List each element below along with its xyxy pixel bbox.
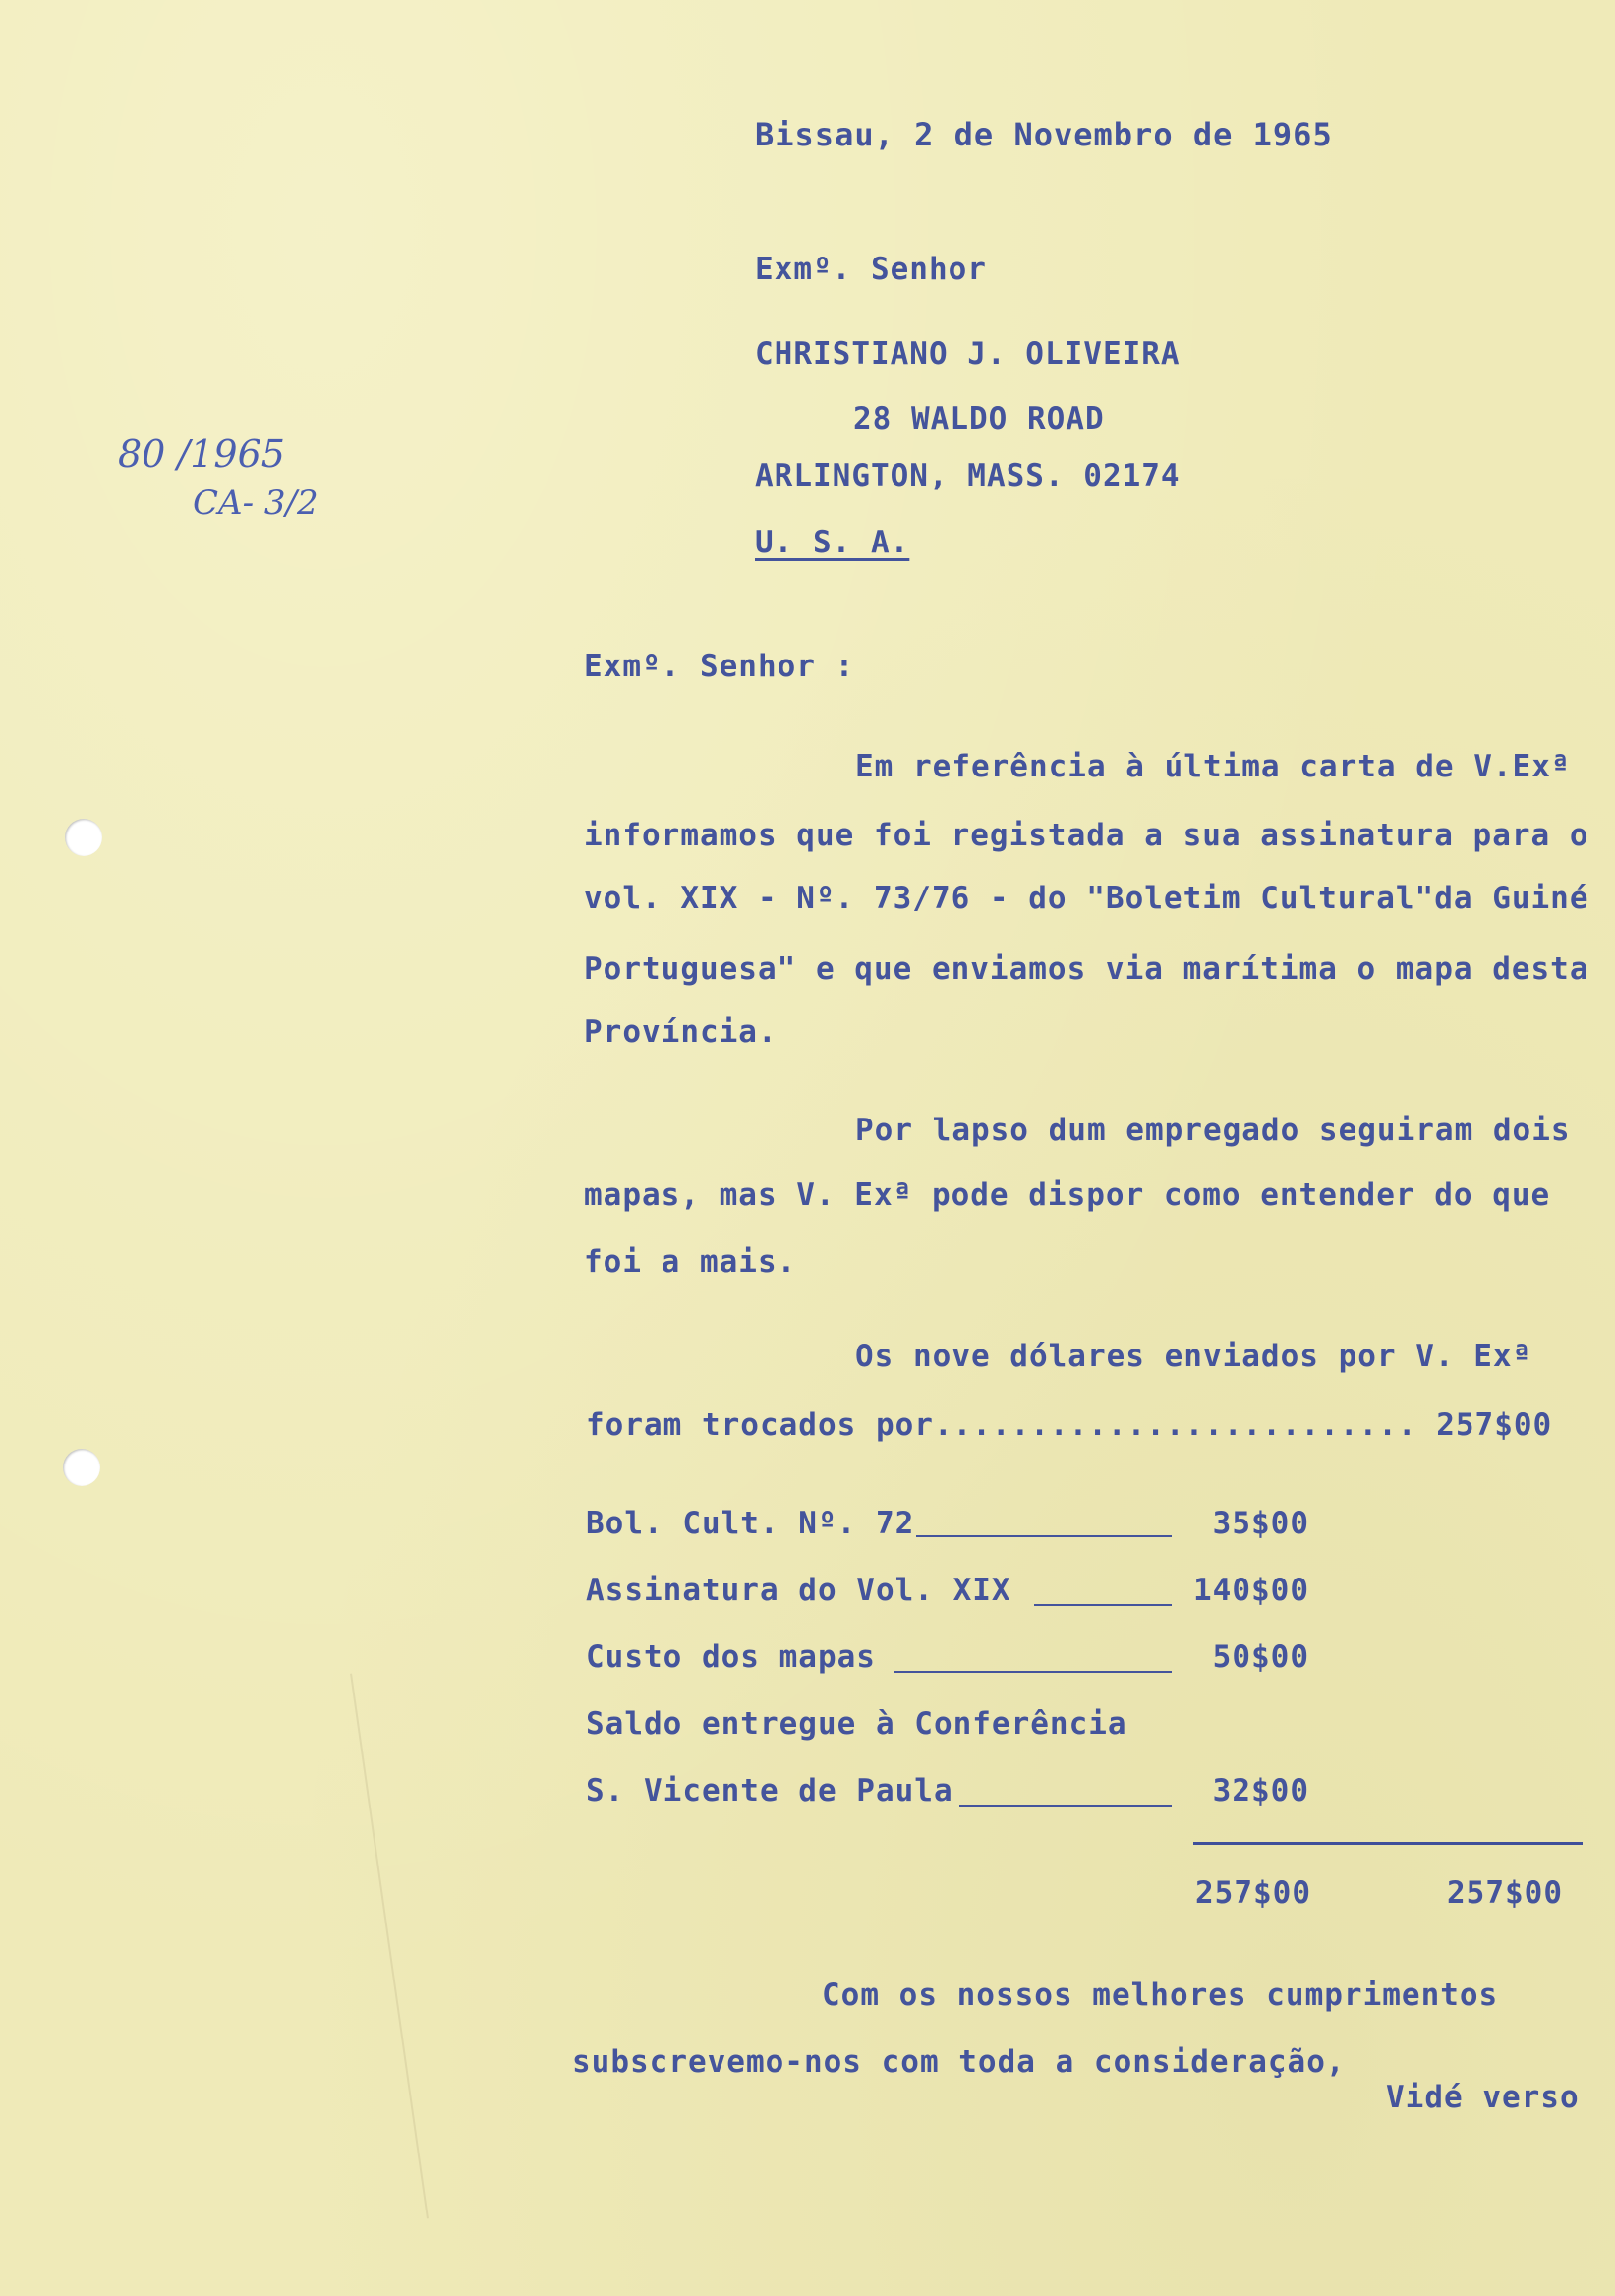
paragraph3-line: foram trocados por......................... 257$00 — [586, 1407, 1553, 1443]
ledger-row-amount: 35$00 — [1212, 1506, 1309, 1541]
salutation-top: Exmº. Senhor — [755, 252, 987, 287]
date-line: Bissau, 2 de Novembro de 1965 — [755, 116, 1333, 153]
margin-reference: 80 /1965 — [118, 432, 285, 476]
margin-code: CA- 3/2 — [193, 484, 318, 523]
verso-note: Vidé verso — [1386, 2080, 1580, 2115]
total-rule — [1193, 1842, 1583, 1845]
ledger-row-amount: 32$00 — [1212, 1773, 1309, 1808]
ledger-fill-line — [1034, 1604, 1172, 1606]
recipient-name: CHRISTIANO J. OLIVEIRA — [755, 336, 1181, 372]
paragraph1-line: Província. — [584, 1014, 778, 1050]
paragraph1-line: Portuguesa" e que enviamos via marítima o mapa desta — [584, 951, 1589, 987]
ledger-row-label: Assinatura do Vol. XIX — [586, 1573, 1011, 1608]
greeting: Exmº. Senhor : — [584, 649, 855, 684]
closing-line1: Com os nossos melhores cumprimentos — [822, 1978, 1499, 2013]
paragraph3-line: Os nove dólares enviados por V. Exª — [855, 1339, 1532, 1374]
ledger-row-label: Bol. Cult. Nº. 72 — [586, 1506, 915, 1541]
paragraph1-line: Em referência à última carta de V.Exª — [855, 749, 1571, 784]
paragraph1-line: informamos que foi registada a sua assinatura para o — [584, 818, 1589, 853]
ledger-row-amount: 50$00 — [1212, 1639, 1309, 1675]
paragraph2-line: foi a mais. — [584, 1244, 797, 1280]
ledger-row-label: Saldo entregue à Conferência — [586, 1706, 1127, 1742]
ledger-row-label: Custo dos mapas — [586, 1639, 876, 1675]
ledger-fill-line — [894, 1671, 1172, 1673]
ledger-fill-line — [916, 1535, 1172, 1537]
ledger-fill-line — [959, 1805, 1172, 1807]
punch-hole-top — [65, 819, 102, 856]
total-right: 257$00 — [1447, 1875, 1563, 1911]
paragraph2-line: mapas, mas V. Exª pode dispor como entender do que — [584, 1177, 1551, 1213]
paragraph1-line: vol. XIX - Nº. 73/76 - do "Boletim Cultural"da Guiné — [584, 881, 1589, 916]
recipient-country: U. S. A. — [755, 525, 910, 560]
recipient-street: 28 WALDO ROAD — [853, 401, 1105, 436]
punch-hole-bottom — [63, 1449, 100, 1486]
recipient-city: ARLINGTON, MASS. 02174 — [755, 458, 1181, 493]
ledger-row-amount: 140$00 — [1193, 1573, 1309, 1608]
ledger-row-label: S. Vicente de Paula — [586, 1773, 953, 1808]
paragraph2-line: Por lapso dum empregado seguiram dois — [855, 1113, 1571, 1148]
closing-line2: subscrevemo-nos com toda a consideração, — [572, 2044, 1346, 2080]
paper-crease — [350, 1674, 429, 2219]
total-left: 257$00 — [1195, 1875, 1311, 1911]
